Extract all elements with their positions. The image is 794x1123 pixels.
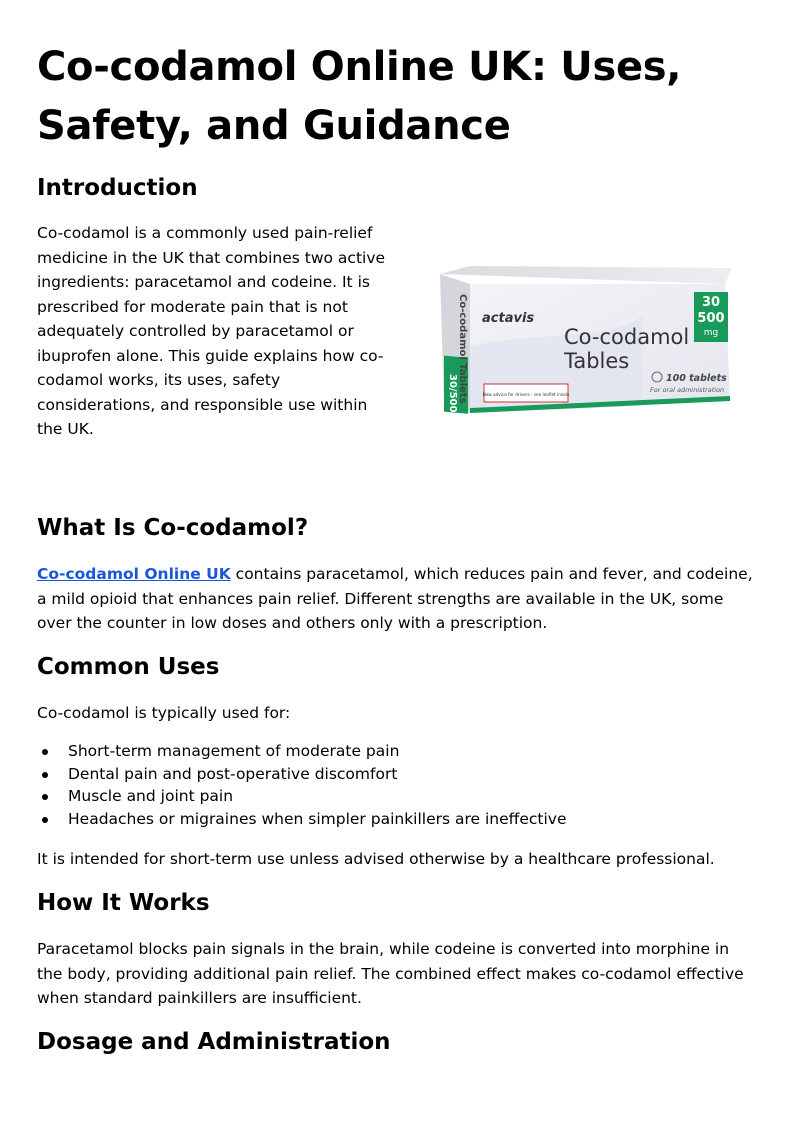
strength-badge-unit: mg <box>703 328 719 338</box>
route-text: For oral administration <box>650 386 725 394</box>
short-term-note: It is intended for short-term use unless advised otherwise by a healthcare professional. <box>37 850 715 868</box>
common-uses-heading: Common Uses <box>37 654 220 680</box>
tablet-count: 100 tablets <box>666 373 727 384</box>
side-text: Co-codamol Tablets <box>457 294 468 404</box>
driver-notice: New advice for drivers - see leaflet inside <box>482 392 570 397</box>
side-badge: 30/500 <box>447 374 458 413</box>
product-name-line2: Tables <box>564 349 630 373</box>
how-it-works-heading: How It Works <box>37 890 210 916</box>
common-uses-list <box>37 740 758 830</box>
page-title: Co-codamol Online UK: Uses, Safety, and Guidance <box>37 44 682 149</box>
what-is-body: contains paracetamol, which reduces pain and fever, and codeine, a mild opioid that enhances pain relief. Different strengths are available in the UK, some over the counter in low doses and others only with a prescription. <box>37 565 753 632</box>
list-item: Muscle and joint pain <box>68 785 758 808</box>
introduction-heading: Introduction <box>37 175 198 201</box>
dosage-heading: Dosage and Administration <box>37 1029 391 1055</box>
co-codamol-online-uk-link[interactable]: Co-codamol Online UK <box>37 565 231 583</box>
list-item: Dental pain and post-operative discomfort <box>68 763 758 786</box>
how-it-works-text: Paracetamol blocks pain signals in the brain, while codeine is converted into morphine in the body, providing additional pain relief. The combined effect makes co-codamol effective when standard painkillers are insufficient. <box>37 940 744 1007</box>
co-codamol-box-image <box>402 246 732 421</box>
brand-logo: actavis <box>482 311 535 326</box>
box-top <box>440 266 732 284</box>
list-item: Short-term management of moderate pain <box>68 740 758 763</box>
what-is-text <box>37 562 757 636</box>
what-is-heading: What Is Co-codamol? <box>37 515 309 541</box>
strength-badge-mid: 500 <box>697 311 725 326</box>
product-name-line1: Co-codamol <box>564 325 690 349</box>
strength-badge-top: 30 <box>701 295 721 310</box>
introduction-text: Co-codamol is a commonly used pain-relief medicine in the UK that combines two active ingredients: paracetamol and codeine. It is prescribed for moderate pain that is not adequately controlled by paracetamol or ibuprofen alone. This guide explains how co-codamol works, its uses, safety considerations, and responsible use within the UK. <box>37 224 386 438</box>
common-uses-lead: Co-codamol is typically used for: <box>37 704 291 722</box>
list-item: Headaches or migraines when simpler painkillers are ineffective <box>68 808 758 831</box>
